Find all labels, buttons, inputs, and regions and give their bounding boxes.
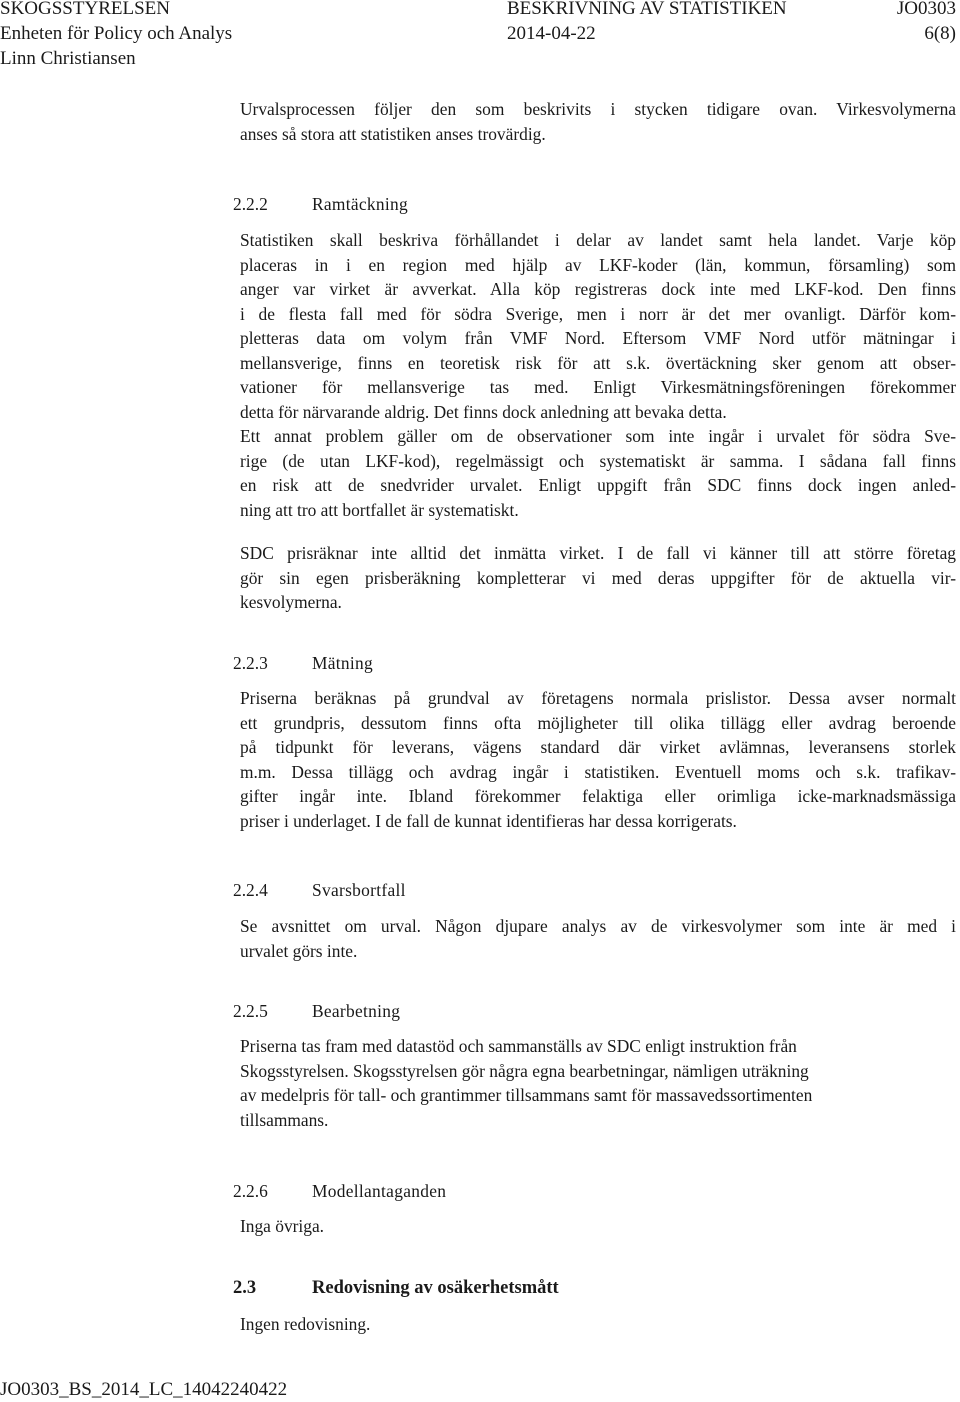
- text-line: placeras in i en region med hjälp av LKF-koder (län, kommun, församling) som: [240, 254, 956, 275]
- section-number: 2.2.2: [233, 194, 268, 214]
- text-line: Se avsnittet om urval. Någon djupare analys av de virkesvolymer som inte är med i: [240, 916, 956, 936]
- text-line: m.m. Dessa tillägg och avdrag ingår i statistiken. Eventuell moms och s.k. trafikav-: [240, 761, 956, 782]
- text-line: anger var virket är avverkat. Alla köp registreras dock inte med LKF-kod. Den finns: [240, 279, 956, 299]
- text-line: tillsammans.: [240, 1109, 329, 1130]
- text-line: ett grundpris, dessutom finns ofta möjligheter till olika tillägg eller avdrag beroende: [240, 712, 956, 733]
- ramtackning-paragraph-2: [240, 541, 956, 615]
- section-title: Mätning: [312, 653, 374, 673]
- text-line: vationer för mellansverige tas med. Enligt Virkesmätningsföreningen förekommer: [240, 377, 956, 397]
- author-name: Linn Christiansen: [0, 48, 136, 69]
- section-title: Bearbetning: [312, 1001, 401, 1021]
- modellantaganden-paragraph: [240, 1214, 956, 1239]
- text-line: urvalet görs inte.: [240, 940, 358, 961]
- text-line: Priserna tas fram med datastöd och sammanställs av SDC enligt instruktion från: [240, 1036, 797, 1056]
- text-line: Skogsstyrelsen. Skogsstyrelsen gör några egna bearbetningar, nämligen uträkning: [240, 1060, 809, 1081]
- header-line-2: [0, 21, 960, 47]
- section-number: 2.2.3: [233, 653, 268, 673]
- page-number: 6(8): [924, 23, 956, 44]
- header-line-3: [0, 46, 960, 72]
- section-title: Ramtäckning: [312, 194, 409, 214]
- section-number: 2.2.4: [233, 880, 268, 900]
- section-number: 2.2.5: [233, 1001, 268, 1021]
- text-line: SDC prisräknar inte alltid det inmätta virket. I de fall vi känner till att större företag: [240, 543, 956, 563]
- text-line: Ett annat problem gäller om de observationer som inte ingår i urvalet för södra Sve-: [240, 426, 956, 446]
- bearbetning-paragraph: [240, 1034, 956, 1132]
- redovisning-paragraph: [240, 1312, 956, 1337]
- section-title: Svarsbortfall: [312, 880, 406, 900]
- section-number: 2.2.6: [233, 1181, 268, 1201]
- text-line: gör sin egen prisberäkning kompletterar vi med deras uppgifter för de aktuella vir-: [240, 567, 956, 588]
- text-line: priser i underlaget. I de fall de kunnat identifieras har dessa korrigerats.: [240, 810, 737, 831]
- text-line: rige (de utan LKF-kod), regelmässigt och systematiskt är samma. I sådana fall finns: [240, 450, 956, 471]
- text-line: kesvolymerna.: [240, 592, 342, 612]
- section-title: Redovisning av osäkerhetsmått: [312, 1278, 559, 1298]
- text-line: en risk att de snedvrider urvalet. Enligt uppgift från SDC finns dock ingen anled-: [240, 475, 956, 495]
- ramtackning-paragraph-1: [240, 228, 956, 522]
- svarsbortfall-paragraph: [240, 914, 956, 963]
- text-line: Urvalsprocessen följer den som beskrivits i stycken tidigare ovan. Virkesvolymerna: [240, 99, 956, 119]
- document-date: 2014-04-22: [507, 23, 596, 44]
- section-number: 2.3: [233, 1278, 257, 1298]
- unit-name: Enheten för Policy och Analys: [0, 23, 233, 44]
- text-line: på tidpunkt för leverans, vägens standard där virket avlämnas, leveransens storlek: [240, 737, 956, 757]
- text-line: gifter ingår inte. Ibland förekommer felaktiga eller orimliga icke-marknadsmässiga: [240, 786, 956, 806]
- section-title: Modellantaganden: [312, 1181, 447, 1201]
- text-line: anses så stora att statistiken anses trovärdig.: [240, 123, 546, 144]
- text-line: pletteras data om volym från VMF Nord. Eftersom VMF Nord utför mätningar i: [240, 328, 956, 348]
- text-line: mellansverige, finns en teoretisk risk för att s.k. övertäckning sker genom att obser-: [240, 352, 956, 373]
- header-line-1: [0, 0, 960, 22]
- intro-paragraph: [240, 97, 956, 146]
- footer-document-id: JO0303_BS_2014_LC_14042240422: [0, 1379, 288, 1400]
- agency-name: SKOGSSTYRELSEN: [0, 0, 170, 19]
- text-line: Inga övriga.: [240, 1216, 325, 1236]
- text-line: i de flesta fall med för södra Sverige, men i norr är det mer ovanligt. Därför kom-: [240, 303, 956, 324]
- text-line: detta för närvarande aldrig. Det finns dock anledning att bevaka detta.: [240, 401, 727, 422]
- document-type: BESKRIVNING AV STATISTIKEN: [507, 0, 787, 19]
- text-line: Statistiken skall beskriva förhållandet i delar av landet samt hela landet. Varje köp: [240, 230, 956, 250]
- matning-paragraph: [240, 686, 956, 833]
- text-line: ning att tro att bortfallet är systematiskt.: [240, 499, 519, 520]
- text-line: Priserna beräknas på grundval av företagens normala prislistor. Dessa avser normalt: [240, 688, 956, 708]
- text-line: av medelpris för tall- och grantimmer tillsammans samt för massavedssortimenten: [240, 1085, 813, 1105]
- text-line: Ingen redovisning.: [240, 1314, 371, 1334]
- document-code: JO0303: [896, 0, 956, 19]
